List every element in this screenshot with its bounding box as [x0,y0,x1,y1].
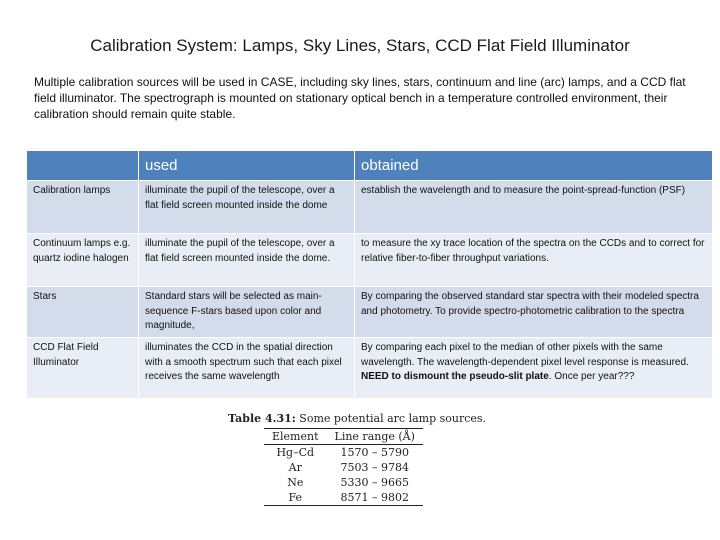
header-obtained: obtained [355,151,713,181]
lamp-range: 5330 – 9665 [340,476,409,489]
row-obtained: By comparing the observed standard star spectra with their modeled spectra and photometry. To provide spectro-photometric calibration to the spectra [355,287,713,338]
intro-paragraph: Multiple calibration sources will be used in CASE, including sky lines, stars, continuum and line (arc) lamps, and a CCD flat field illuminator. The spectrograph is mounted on stationary optical bench in a temperature controlled environment, their calibration should remain quite stable. [34,75,686,121]
header-empty [27,151,139,181]
arc-lamp-caption [228,412,487,425]
obtained-prefix: By comparing each pixel to the median of other pixels with the same wavelength. The wavelength-dependent pixel level response is measured. [361,342,689,368]
row-used: illuminate the pupil of the telescope, over a flat field screen mounted inside the dome. [139,234,355,287]
lamp-element: Ar [288,461,302,474]
table-row [27,338,713,399]
row-obtained: establish the wavelength and to measure the point-spread-function (PSF) [355,181,713,234]
lamp-row [264,460,423,475]
header-used: used [139,151,355,181]
lamp-range: 1570 – 5790 [340,446,409,459]
slide-title: Calibration System: Lamps, Sky Lines, Stars, CCD Flat Field Illuminator [90,36,630,55]
row-label: Continuum lamps e.g. quartz iodine halogen [27,234,139,287]
lamp-header-element: Element [264,429,327,445]
table-row [27,181,713,234]
lamp-header-range: Line range (Å) [327,429,423,445]
row-used: illuminates the CCD in the spatial direction with a smooth spectrum such that each pixel receives the same wavelength [139,338,355,399]
lamp-element: Hg–Cd [276,446,315,459]
lamp-header-row [264,429,423,445]
table-row [27,287,713,338]
lamp-element: Ne [287,476,304,489]
lamp-row [264,445,423,461]
lamp-range: 7503 – 9784 [340,461,409,474]
obtained-bold-note: NEED to dismount the pseudo-slit plate [361,371,549,382]
row-obtained: to measure the xy trace location of the spectra on the CCDs and to correct for relative fiber-to-fiber throughput variations. [355,234,713,287]
table-header-row [27,151,713,181]
caption-text: Some potential arc lamp sources. [295,412,487,425]
lamp-element: Fe [264,490,327,506]
row-used: Standard stars will be selected as main-sequence F-stars based upon color and magnitude, [139,287,355,338]
row-used: illuminate the pupil of the telescope, over a flat field screen mounted inside the dome [139,181,355,234]
row-label: Calibration lamps [27,181,139,234]
arc-lamp-table-figure [228,412,487,506]
obtained-suffix: . Once per year??? [548,371,635,382]
row-label: CCD Flat Field Illuminator [27,338,139,399]
row-label: Stars [27,287,139,338]
arc-lamp-table [264,428,423,506]
lamp-row [264,475,423,490]
row-obtained [355,338,713,399]
caption-label: Table 4.31: [228,412,296,425]
lamp-range: 8571 – 9802 [327,490,423,506]
table-row [27,234,713,287]
calibration-table [26,150,713,399]
lamp-row [264,490,423,506]
